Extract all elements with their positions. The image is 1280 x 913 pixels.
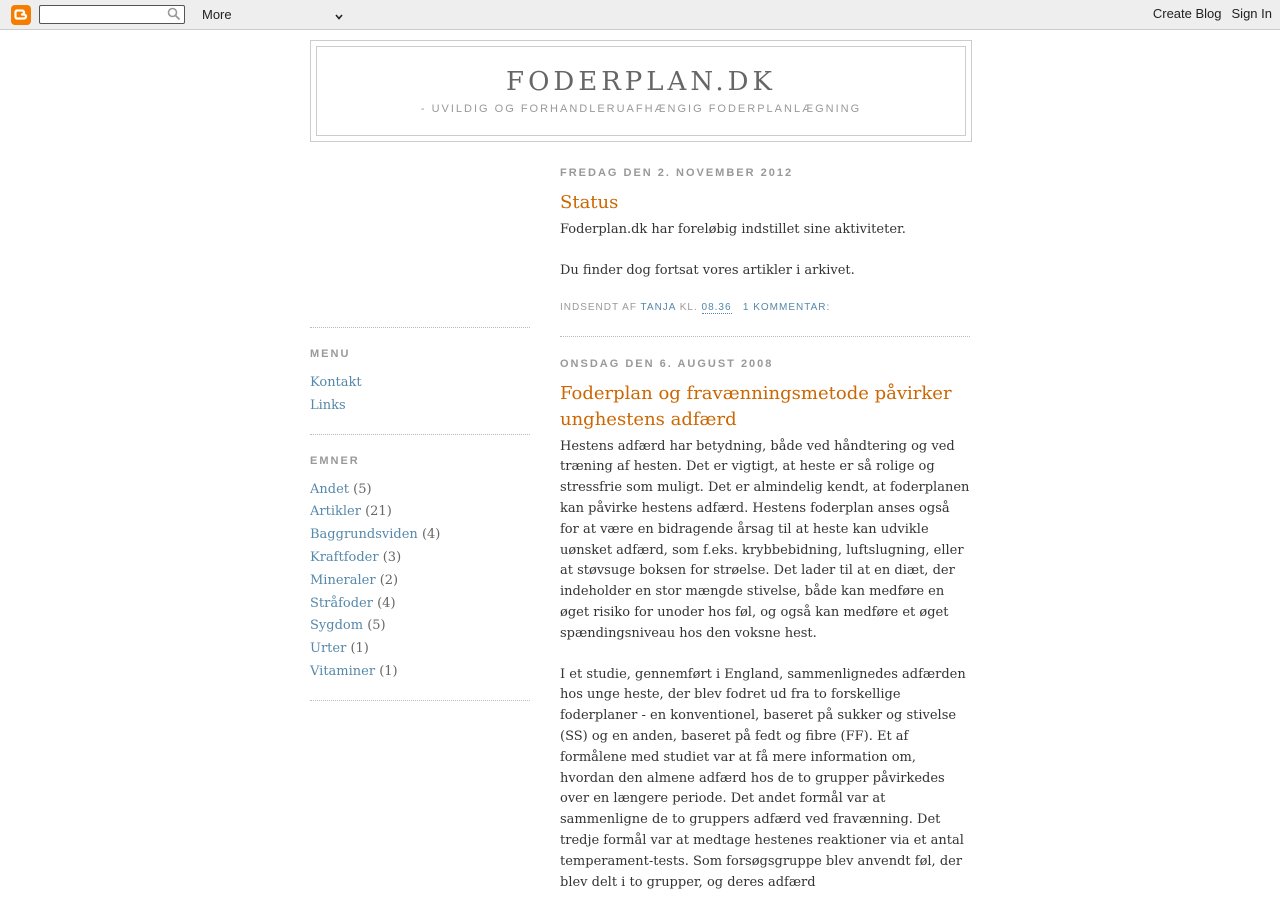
post-title-link[interactable]: Foderplan og fravænningsmetode påvirker unghestens adfærd bbox=[560, 382, 952, 430]
label-count: (3) bbox=[382, 549, 402, 565]
emner-heading: EMNER bbox=[310, 454, 360, 467]
blogger-logo-icon[interactable] bbox=[11, 5, 31, 25]
post-body bbox=[560, 437, 970, 894]
label-item bbox=[310, 501, 530, 524]
sidebar bbox=[310, 150, 530, 701]
label-link-artikler[interactable]: Artikler bbox=[310, 504, 361, 520]
search-input[interactable] bbox=[40, 6, 172, 23]
label-count: (4) bbox=[377, 595, 396, 611]
post-paragraph: I et studie, gennemført i England, sammenlignedes adfærden hos unge heste, der blev fodret ud fra to forskellige foderplaner - en konventionel, baseret på sukker og stivelse (SS) og en anden, baseret på fedt og fibre (FF). Et af formålene med studiet var at få mere information om, hvordan den almene adfærd hos de to grupper påvirkedes over en længere periode. Det andet formål var at sammenligne de to gruppers adfærd ved fravænning. Det tredje formål var at medtage hestenes reaktioner via et antal temperament-tests. Som forsøgsgruppe blev anvendt føl, der blev delt i to grupper, og deres adfærd bbox=[560, 666, 966, 890]
blog-title[interactable]: FODERPLAN.DK bbox=[506, 67, 776, 97]
post-divider bbox=[560, 336, 970, 337]
post bbox=[560, 190, 970, 314]
label-link-mineraler[interactable]: Mineraler bbox=[310, 572, 376, 588]
more-label: More bbox=[202, 7, 232, 22]
sign-in-link[interactable]: Sign In bbox=[1231, 6, 1272, 21]
label-link-urter[interactable]: Urter bbox=[310, 641, 347, 657]
post-title-link[interactable]: Status bbox=[560, 192, 619, 213]
label-count: (1) bbox=[350, 641, 369, 657]
time-label: KL. bbox=[679, 301, 698, 313]
label-count: (5) bbox=[367, 618, 386, 634]
label-item bbox=[310, 593, 530, 616]
menu-link-links[interactable]: Links bbox=[310, 397, 346, 413]
menu-item-links bbox=[310, 395, 530, 418]
post-title bbox=[560, 381, 970, 433]
menu-heading: MENU bbox=[310, 348, 351, 360]
post-body bbox=[560, 220, 970, 282]
blog-description: - UVILDIG OG FORHANDLERUAFHÆNGIG FODERPLANLÆGNING bbox=[420, 103, 862, 115]
post-date: ONSDAG DEN 6. AUGUST 2008 bbox=[560, 357, 774, 370]
create-blog-link[interactable]: Create Blog bbox=[1152, 6, 1222, 21]
label-item bbox=[310, 638, 530, 661]
menu-list bbox=[310, 372, 530, 418]
menu-widget bbox=[310, 328, 530, 435]
label-count: (1) bbox=[379, 663, 398, 679]
blog-header-inner bbox=[316, 46, 966, 136]
label-link-sygdom[interactable]: Sygdom bbox=[310, 618, 364, 634]
label-item bbox=[310, 524, 530, 547]
post-paragraph: Foderplan.dk har foreløbig indstillet sine aktiviteter. bbox=[560, 222, 906, 237]
navbar-actions bbox=[1153, 6, 1272, 21]
sidebar-top-divider bbox=[310, 150, 530, 328]
label-item bbox=[310, 479, 530, 502]
label-link-vitaminer[interactable]: Vitaminer bbox=[310, 663, 376, 679]
blogger-navbar bbox=[0, 0, 1280, 30]
post-date: FREDAG DEN 2. NOVEMBER 2012 bbox=[560, 167, 794, 179]
post bbox=[560, 381, 970, 894]
author-link[interactable]: TANJA bbox=[640, 301, 676, 313]
search-box bbox=[39, 5, 185, 24]
post-timestamp-link[interactable]: 08.36 bbox=[701, 301, 732, 313]
label-item bbox=[310, 547, 530, 570]
label-item bbox=[310, 615, 530, 638]
post-paragraph: Du finder dog fortsat vores artikler i arkivet. bbox=[560, 262, 855, 278]
label-count: (5) bbox=[353, 481, 372, 497]
more-dropdown[interactable] bbox=[202, 6, 344, 23]
label-link-andet[interactable]: Andet bbox=[310, 481, 349, 497]
label-item bbox=[310, 570, 530, 593]
post-footer bbox=[560, 302, 970, 314]
menu-link-kontakt[interactable]: Kontakt bbox=[310, 375, 362, 390]
label-item bbox=[310, 661, 530, 684]
search-icon[interactable] bbox=[167, 7, 181, 24]
label-link-straafoder[interactable]: Stråfoder bbox=[310, 595, 373, 611]
label-count: (4) bbox=[421, 527, 441, 543]
label-link-kraftfoder[interactable]: Kraftfoder bbox=[310, 549, 379, 565]
label-link-baggrundsviden[interactable]: Baggrundsviden bbox=[310, 527, 418, 543]
emner-list bbox=[310, 479, 530, 684]
main-column bbox=[560, 167, 970, 913]
comments-link[interactable]: 1 KOMMENTAR: bbox=[742, 301, 831, 313]
label-count: (21) bbox=[365, 504, 392, 520]
chevron-down-icon bbox=[334, 10, 344, 20]
post-title bbox=[560, 190, 970, 216]
post-paragraph: Hestens adfærd har betydning, både ved håndtering og ved træning af hesten. Det er vigtigt, at heste er så rolige og stressfrie som muligt. Det er almindelig kendt, at foderplanen kan påvirke hestens adfærd. Hestens foderplan anses også for at være en bidragende årsag til at heste kan udvikle uønsket adfærd, som f.eks. krybbebidning, luftslugning, eller at støvsuge boksen for strøelse. Det lader til at en diæt, der indeholder en stor mængde stivelse, både kan medføre en øget risiko for unoder hos føl, og også kan medføre et øget spændingsniveau hos den voksne hest. bbox=[560, 438, 970, 641]
menu-item-kontakt bbox=[310, 372, 530, 395]
posted-by-label: INDSENDT AF bbox=[560, 301, 637, 313]
label-count: (2) bbox=[379, 572, 399, 588]
blog-header bbox=[310, 40, 972, 142]
emner-widget bbox=[310, 435, 530, 701]
